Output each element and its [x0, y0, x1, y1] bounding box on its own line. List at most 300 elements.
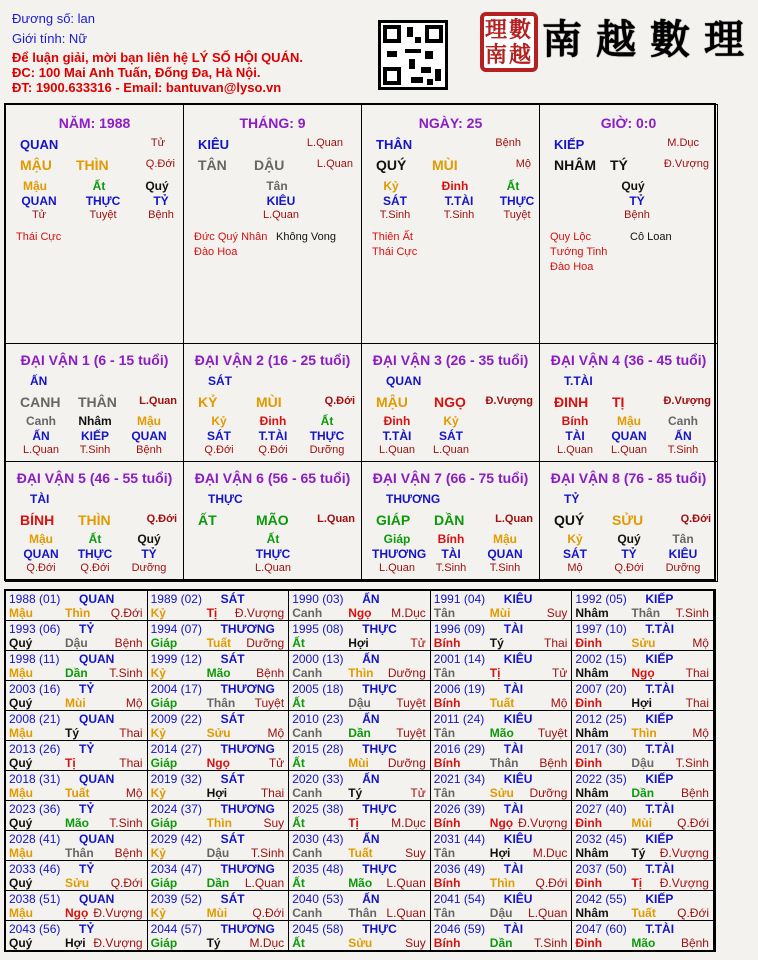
year-branch: Hợi: [348, 636, 369, 650]
year-god: KIẾP: [645, 592, 674, 606]
hidden-stage: L.Quan: [22, 444, 60, 456]
hidden-stem: Ất: [506, 179, 520, 193]
year-cell: [571, 770, 714, 801]
year-label: 2024 (37): [150, 802, 202, 816]
year-god: TỶ: [79, 742, 95, 756]
year-stage: Mộ: [125, 696, 143, 710]
year-stage: Tuyệt: [396, 726, 426, 740]
dai-van-chi: MÙI: [256, 394, 282, 410]
year-branch: Tị: [348, 816, 359, 830]
year-label: 2019 (32): [150, 772, 202, 786]
star-left: Thái Cực: [372, 246, 418, 258]
year-cell: [571, 590, 714, 621]
year-label: 2011 (24): [433, 712, 485, 726]
year-stem: Mậu: [9, 786, 33, 800]
year-stage: Mộ: [692, 726, 709, 740]
year-stem: Ất: [292, 756, 305, 770]
year-cell: [5, 590, 148, 621]
header-phone-line: ĐT: 1900.633316 - Email: bantuvan@lyso.vn: [12, 80, 282, 95]
year-label: 2028 (41): [9, 832, 61, 846]
year-branch: Thân: [631, 606, 661, 620]
year-cell: [571, 650, 714, 681]
year-label: 2035 (48): [292, 862, 344, 876]
dai-van-5: [5, 461, 184, 582]
dai-van-6: [183, 461, 362, 582]
hidden-stage: Q.Đới: [258, 444, 288, 456]
year-cell: [147, 680, 290, 711]
pillar-god: QUAN: [20, 137, 59, 152]
year-branch: Thìn: [489, 876, 516, 890]
star-left: Đào Hoa: [194, 246, 238, 258]
year-branch: Mùi: [348, 756, 369, 770]
pillar-right: Q.Đới: [145, 158, 175, 170]
pillar-2: [183, 104, 362, 344]
year-stage: Đ.Vượng: [659, 876, 709, 890]
year-label: 2030 (43): [292, 832, 344, 846]
year-stem: Tân: [433, 726, 456, 740]
year-branch: Mão: [489, 726, 514, 740]
year-cell: [288, 860, 431, 891]
year-branch: Thìn: [631, 726, 657, 740]
year-label: 2017 (30): [575, 742, 627, 756]
year-branch: Sửu: [65, 876, 90, 890]
dai-van-god: THƯƠNG: [386, 492, 441, 506]
hidden-stage: L.Quan: [610, 444, 648, 456]
year-label: 2027 (40): [575, 802, 627, 816]
hidden-stem: Bính: [437, 532, 465, 546]
header-contact-line: Để luận giải, mời bạn liên hệ LÝ SỐ HỘI QUÁN.: [12, 50, 303, 65]
year-stage: Suy: [546, 606, 568, 620]
dai-van-god: QUAN: [386, 374, 422, 388]
year-label: 2044 (57): [150, 922, 202, 936]
dai-van-title: ĐẠI VẬN 3 (26 - 35 tuổi): [372, 352, 529, 368]
year-label: 2045 (58): [292, 922, 344, 936]
year-cell: [288, 800, 431, 831]
star-left: Quy Lộc: [550, 231, 591, 243]
year-label: 2023 (36): [9, 802, 61, 816]
year-stage: Dưỡng: [246, 636, 285, 650]
year-god: TỶ: [79, 862, 95, 876]
hidden-god: QUAN: [611, 429, 647, 443]
hidden-stem: Ất: [92, 179, 106, 193]
year-stem: Mậu: [9, 846, 33, 860]
star-left: Đức Quý Nhân: [194, 231, 268, 243]
year-god: THƯƠNG: [220, 862, 275, 876]
year-cell: [288, 890, 431, 921]
star-left: Thái Cực: [16, 231, 62, 243]
year-stem: Giáp: [150, 756, 178, 770]
year-god: KIÊU: [503, 772, 533, 786]
year-label: 2040 (53): [292, 892, 344, 906]
year-god: TỶ: [79, 802, 95, 816]
year-god: THƯƠNG: [220, 802, 275, 816]
hidden-stem: Nhâm: [78, 414, 112, 428]
dai-van-chi: MÃO: [256, 512, 289, 528]
year-god: KIẾP: [645, 652, 674, 666]
pillar-chi: TÝ: [610, 157, 628, 173]
year-stage: Tuyệt: [254, 696, 285, 710]
hidden-god: THỰC: [499, 194, 535, 208]
year-god: KIẾP: [645, 772, 674, 786]
year-cell: [571, 620, 714, 651]
year-label: 2002 (15): [575, 652, 627, 666]
year-branch: Tuất: [631, 906, 656, 920]
hidden-stem: Quý: [617, 532, 641, 546]
year-branch: Thân: [206, 696, 236, 710]
pillar-title: GIỜ: 0:0: [600, 115, 657, 131]
year-label: 1999 (12): [150, 652, 202, 666]
year-stem: Nhâm: [575, 846, 609, 860]
year-branch: Mùi: [206, 906, 228, 920]
year-cell: [5, 830, 148, 861]
year-stem: Đinh: [575, 876, 603, 890]
dai-van-god: ẤN: [30, 374, 48, 388]
year-stage: Thai: [119, 756, 143, 770]
year-god: QUAN: [79, 832, 115, 846]
dai-van-title: ĐẠI VẬN 5 (46 - 55 tuổi): [16, 470, 173, 486]
year-branch: Sửu: [206, 726, 231, 740]
hidden-stage: T.Sinh: [489, 562, 521, 574]
year-stem: Tân: [433, 846, 456, 860]
hidden-stem: Kỷ: [443, 414, 459, 428]
year-stem: Canh: [292, 846, 323, 860]
star-right: Cô Loan: [630, 231, 672, 243]
year-branch: Dậu: [348, 696, 371, 710]
year-cell: [147, 770, 290, 801]
year-cell: [430, 770, 573, 801]
year-stem: Bính: [433, 876, 461, 890]
hidden-stem: Canh: [668, 414, 698, 428]
hidden-god: KIÊU: [266, 194, 296, 208]
dai-van-can: QUÝ: [554, 512, 585, 528]
year-label: 2020 (33): [292, 772, 344, 786]
dai-van-right: L.Quan: [139, 395, 177, 407]
year-stem: Bính: [433, 636, 461, 650]
year-god: TÀI: [503, 742, 524, 756]
year-branch: Thìn: [206, 816, 232, 830]
pillar-can: NHÂM: [554, 157, 596, 173]
year-stem: Ất: [292, 936, 305, 950]
dai-van-right: Đ.Vượng: [663, 395, 711, 407]
year-stage: Suy: [405, 846, 426, 860]
hidden-god: THỰC: [85, 194, 121, 208]
year-cell: [571, 860, 714, 891]
year-stage: Dưỡng: [387, 756, 426, 770]
year-label: 2041 (54): [433, 892, 486, 906]
year-branch: Mùi: [631, 816, 653, 830]
dai-van-right: Q.Đới: [680, 513, 711, 525]
year-stage: Q.Đới: [110, 876, 143, 890]
year-cell: [430, 830, 573, 861]
year-stage: Thai: [544, 636, 568, 650]
year-label: 2012 (25): [575, 712, 627, 726]
year-branch: Dần: [348, 726, 371, 740]
year-god: TỶ: [79, 682, 95, 696]
year-cell: [571, 830, 714, 861]
year-branch: Mùi: [489, 606, 511, 620]
hidden-stage: Dưỡng: [309, 444, 345, 456]
hidden-stage: T.Sinh: [667, 444, 699, 456]
year-cell: [288, 680, 431, 711]
year-cell: [147, 590, 290, 621]
year-god: THƯƠNG: [220, 622, 275, 636]
year-cell: [430, 860, 573, 891]
year-branch: Tị: [631, 876, 643, 890]
star-right: Không Vong: [276, 231, 336, 243]
year-stage: L.Quan: [386, 876, 426, 890]
star-left: Tướng Tinh: [550, 246, 608, 258]
dai-van-can: ĐINH: [554, 394, 589, 410]
brand-logo: 南越數理: [542, 16, 758, 63]
year-stage: Tuyệt: [396, 696, 426, 710]
hidden-god: SÁT: [383, 194, 407, 208]
hidden-stem: Bính: [561, 414, 589, 428]
hidden-god: TỶ: [621, 547, 637, 561]
hidden-god: TỶ: [629, 194, 645, 208]
year-branch: Tuất: [348, 846, 373, 860]
dai-van-right: Q.Đới: [324, 395, 355, 407]
year-stem: Ất: [292, 816, 305, 830]
year-stem: Bính: [433, 936, 461, 950]
dai-van-right: L.Quan: [495, 513, 533, 525]
year-god: TỶ: [79, 922, 95, 936]
year-god: THƯƠNG: [220, 742, 275, 756]
hidden-god: THỰC: [77, 547, 113, 561]
year-label: 2007 (20): [575, 682, 627, 696]
hidden-god: ẤN: [32, 429, 50, 443]
year-god: QUAN: [79, 772, 115, 786]
dai-van-chi: THÌN: [78, 512, 111, 528]
year-god: KIÊU: [503, 592, 533, 606]
year-stage: T.Sinh: [250, 846, 285, 860]
hidden-stage: Bệnh: [136, 444, 162, 456]
year-stage: Bệnh: [680, 936, 709, 950]
year-branch: Mão: [631, 936, 656, 950]
hidden-stem: Mậu: [617, 414, 641, 428]
year-stage: Mộ: [125, 786, 143, 800]
hidden-stage: L.Quan: [556, 444, 594, 456]
year-god: KIẾP: [645, 832, 674, 846]
year-branch: Hợi: [489, 846, 511, 860]
year-stage: L.Quan: [244, 876, 285, 890]
year-stage: Q.Đới: [252, 906, 285, 920]
year-cell: [288, 590, 431, 621]
year-stem: Canh: [292, 666, 323, 680]
year-god: ẤN: [362, 592, 380, 606]
hidden-stage: Dưỡng: [665, 562, 701, 574]
year-god: T.TÀI: [645, 682, 675, 696]
year-cell: [288, 830, 431, 861]
year-cell: [5, 860, 148, 891]
year-cell: [5, 770, 148, 801]
year-god: ẤN: [362, 652, 380, 666]
dai-van-7: [361, 461, 540, 582]
year-stage: M.Dục: [391, 606, 426, 620]
year-stem: Mậu: [9, 606, 33, 620]
year-stage: Đ.Vượng: [93, 906, 143, 920]
dai-van-chi: THÂN: [78, 394, 117, 410]
year-label: 2003 (16): [9, 682, 61, 696]
year-label: 2006 (19): [433, 682, 486, 696]
year-stem: Canh: [292, 906, 323, 920]
pillar-god-right: Tử: [150, 137, 165, 149]
year-cell: [430, 650, 573, 681]
year-god: QUAN: [79, 592, 115, 606]
year-branch: Thân: [65, 846, 94, 860]
year-stem: Canh: [292, 606, 323, 620]
year-label: 2034 (47): [150, 862, 202, 876]
dai-van-title: ĐẠI VẬN 1 (6 - 15 tuổi): [20, 352, 169, 368]
year-branch: Mão: [206, 666, 231, 680]
year-stem: Quý: [9, 696, 33, 710]
year-stage: L.Quan: [528, 906, 568, 920]
hidden-god: T.TÀI: [258, 429, 288, 443]
hidden-stage: Q.Đới: [26, 562, 56, 574]
year-label: 2039 (52): [150, 892, 202, 906]
year-god: T.TÀI: [645, 862, 675, 876]
year-stem: Bính: [433, 816, 461, 830]
year-god: QUAN: [79, 892, 115, 906]
star-left: Thiên Ất: [372, 231, 413, 243]
year-stage: T.Sinh: [534, 936, 568, 950]
chart-grid: [4, 103, 716, 581]
year-stem: Tân: [433, 606, 456, 620]
year-god: TÀI: [503, 862, 524, 876]
year-label: 1992 (05): [575, 592, 627, 606]
year-stem: Bính: [433, 696, 461, 710]
year-label: 2013 (26): [9, 742, 61, 756]
dai-van-right: Q.Đới: [146, 513, 177, 525]
year-label: 2043 (56): [9, 922, 61, 936]
year-branch: Tý: [348, 786, 363, 800]
hidden-stage: T.Sinh: [435, 562, 467, 574]
year-cell: [430, 680, 573, 711]
dai-van-right: L.Quan: [317, 513, 355, 525]
hidden-stem: Ất: [320, 414, 334, 428]
year-branch: Hợi: [206, 786, 228, 800]
dai-van-god: TỶ: [564, 492, 580, 506]
hidden-god: THỰC: [255, 547, 291, 561]
hidden-god: QUAN: [131, 429, 167, 443]
year-label: 2014 (27): [150, 742, 202, 756]
year-label: 2008 (21): [9, 712, 61, 726]
hidden-stem: Mậu: [493, 532, 517, 546]
year-stage: M.Dục: [249, 936, 285, 950]
pillar-god: KIÊU: [198, 137, 230, 152]
dai-van-title: ĐẠI VẬN 2 (16 - 25 tuổi): [194, 352, 351, 368]
year-stem: Kỷ: [150, 906, 166, 920]
hidden-god: TỶ: [153, 194, 169, 208]
year-label: 2031 (44): [433, 832, 486, 846]
year-god: T.TÀI: [645, 922, 675, 936]
year-cell: [5, 680, 148, 711]
year-stem: Giáp: [150, 816, 178, 830]
hidden-stem: Mậu: [23, 179, 47, 193]
pillar-3: [361, 104, 540, 344]
year-god: KIÊU: [503, 652, 533, 666]
hidden-stage: Mộ: [567, 562, 583, 574]
dai-van-can: CANH: [20, 394, 61, 410]
seal-stamp: 理數南越: [480, 12, 538, 72]
year-god: SÁT: [220, 652, 245, 666]
year-cell: [147, 860, 290, 891]
year-branch: Dần: [206, 876, 230, 890]
year-label: 2038 (51): [9, 892, 61, 906]
year-cell: [430, 920, 573, 951]
year-stem: Tân: [433, 906, 456, 920]
year-stage: Bệnh: [114, 846, 143, 860]
year-stage: Suy: [263, 816, 285, 830]
year-god: TÀI: [503, 802, 524, 816]
hidden-stem: Quý: [145, 179, 169, 193]
year-stage: T.Sinh: [109, 816, 143, 830]
hidden-stem: Đinh: [259, 414, 287, 428]
year-stage: Tử: [410, 786, 426, 800]
year-god: T.TÀI: [645, 742, 675, 756]
hidden-stem: Kỷ: [211, 414, 227, 428]
pillar-chi: THÌN: [76, 157, 109, 173]
header-name-line: Đương số: lan: [12, 11, 95, 26]
year-label: 2046 (59): [433, 922, 486, 936]
year-label: 1990 (03): [292, 592, 344, 606]
year-stem: Mậu: [9, 726, 33, 740]
year-god: T.TÀI: [645, 802, 675, 816]
year-branch: Tuất: [65, 786, 90, 800]
pillar-can: TÂN: [198, 157, 227, 173]
year-stem: Tân: [433, 786, 456, 800]
year-label: 1997 (10): [575, 622, 627, 636]
dai-van-can: KỶ: [198, 394, 218, 410]
year-stem: Ất: [292, 636, 305, 650]
hidden-god: QUAN: [487, 547, 523, 561]
year-stage: Đ.Vượng: [659, 846, 709, 860]
year-stage: T.Sinh: [109, 666, 143, 680]
year-branch: Thìn: [348, 666, 374, 680]
year-god: ẤN: [362, 712, 380, 726]
hidden-stem: Đinh: [441, 179, 469, 193]
year-stem: Đinh: [575, 936, 603, 950]
year-stem: Kỷ: [150, 726, 166, 740]
year-stage: Tử: [268, 756, 285, 770]
year-cell: [430, 800, 573, 831]
year-cell: [5, 650, 148, 681]
hidden-stage: L.Quan: [378, 444, 416, 456]
year-stem: Quý: [9, 876, 33, 890]
hidden-god: QUAN: [21, 194, 57, 208]
dai-van-1: [5, 343, 184, 462]
year-stage: L.Quan: [386, 906, 426, 920]
qr-code-icon: [378, 20, 448, 90]
year-label: 2036 (49): [433, 862, 486, 876]
year-stage: Dưỡng: [529, 786, 568, 800]
year-stage: Bệnh: [539, 756, 568, 770]
year-label: 1988 (01): [9, 592, 61, 606]
hidden-stem: Mậu: [29, 532, 53, 546]
year-stem: Quý: [9, 936, 33, 950]
year-god: TỶ: [79, 622, 95, 636]
year-branch: Tý: [65, 726, 80, 740]
year-stage: M.Dục: [391, 816, 426, 830]
year-stem: Giáp: [150, 876, 178, 890]
year-stage: Thai: [260, 786, 285, 800]
dai-van-title: ĐẠI VẬN 8 (76 - 85 tuổi): [550, 470, 707, 486]
year-cell: [288, 620, 431, 651]
header-gender-line: Giới tính: Nữ: [12, 31, 88, 46]
hidden-stage: T.Sinh: [79, 444, 111, 456]
year-cell: [147, 890, 290, 921]
hidden-stage: Bệnh: [148, 209, 174, 221]
star-left: Đào Hoa: [550, 261, 594, 273]
